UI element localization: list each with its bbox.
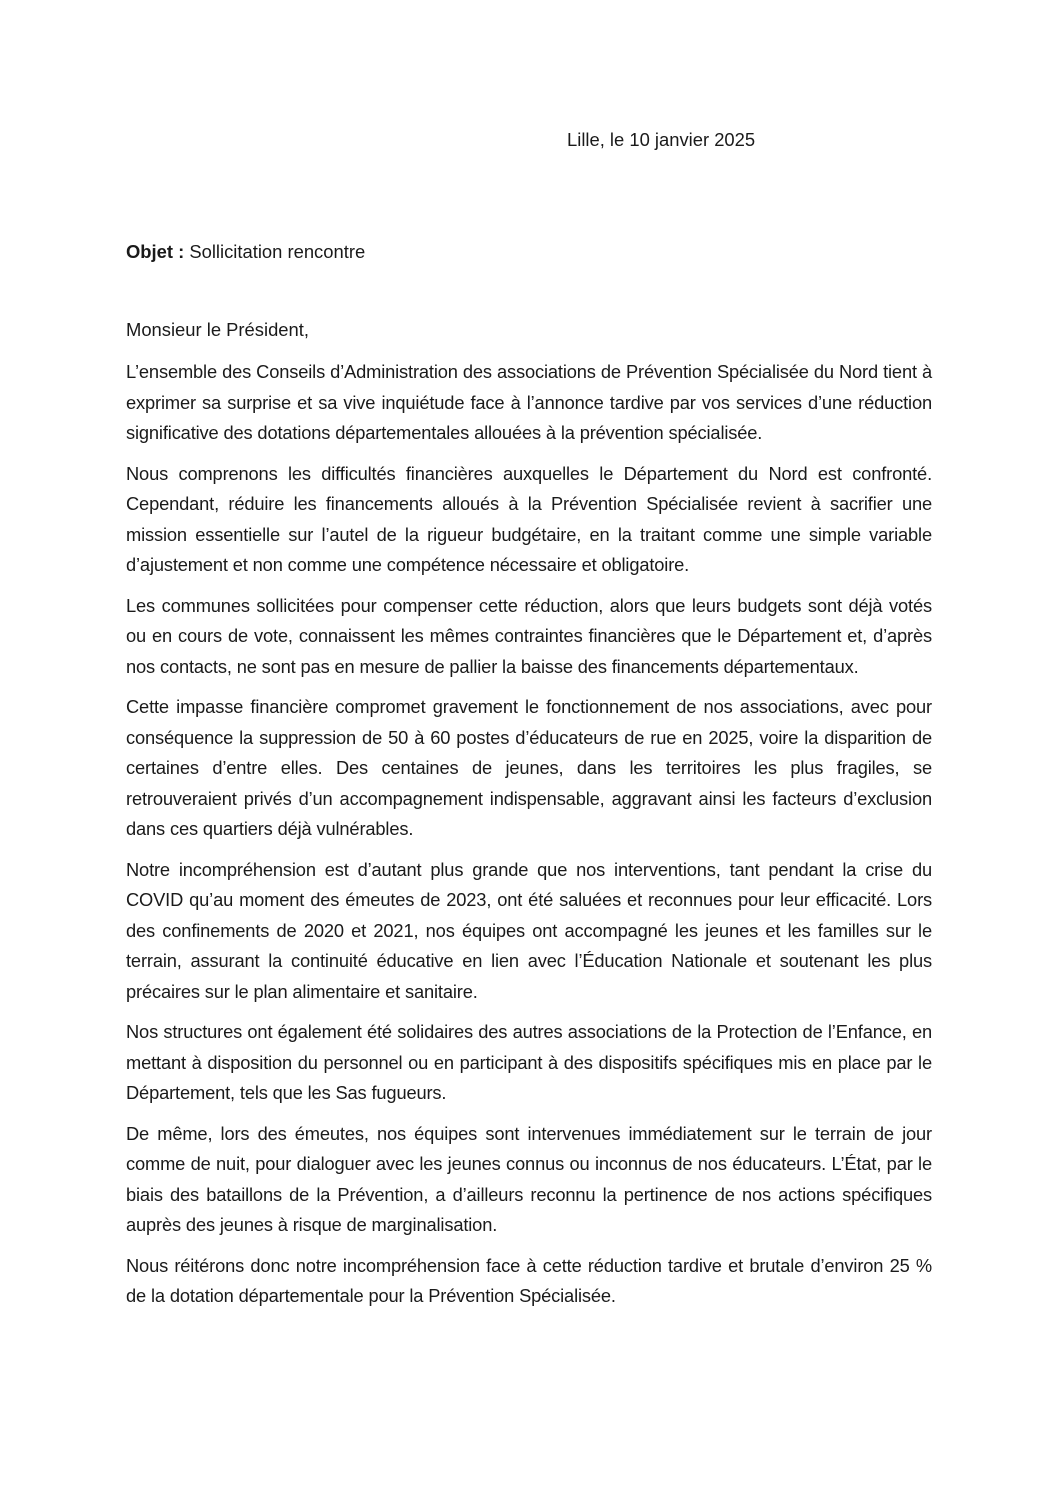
paragraph-5: Notre incompréhension est d’autant plus grande que nos interventions, tant pendant la crise du COVID qu’au moment des émeutes de 2023, ont été saluées et reconnues pour leur efficacité. Lors des confinements de 2020 et 2021, nos équipes ont accompagné les jeunes et les familles sur le terrain, assurant la continuité éducative en lien avec l’Éducation Nationale et soutenant les plus précaires sur le plan alimentaire et sanitaire. xyxy=(126,858,932,1002)
letter-subject xyxy=(126,240,365,264)
subject-text: Sollicitation rencontre xyxy=(184,241,366,262)
paragraph-8: Nous réitérons donc notre incompréhension face à cette réduction tardive et brutale d’environ 25 % de la dotation départementale pour la Prévention Spécialisée. xyxy=(126,1254,932,1306)
paragraph-3: Les communes sollicitées pour compenser cette réduction, alors que leurs budgets sont déjà votés ou en cours de vote, connaissent les mêmes contraintes financières que le Département et, d’après nos contacts, ne sont pas en mesure de pallier la baisse des financements départementaux. xyxy=(126,594,932,677)
paragraph-1: L’ensemble des Conseils d’Administration des associations de Prévention Spécialisée du Nord tient à exprimer sa surprise et sa vive inquiétude face à l’annonce tardive par vos services d’une réduction significative des dotations départementales allouées à la prévention spécialisée. xyxy=(126,361,932,443)
letter-date: Lille, le 10 janvier 2025 xyxy=(567,129,756,150)
paragraph-7: De même, lors des émeutes, nos équipes sont intervenues immédiatement sur le terrain de jour comme de nuit, pour dialoguer avec les jeunes connus ou inconnus de nos éducateurs. L’État, par le biais des bataillons de la Prévention, a d’ailleurs reconnu la pertinence de nos actions spécifiques auprès des jeunes à risque de marginalisation. xyxy=(126,1122,932,1235)
letter-salutation: Monsieur le Président, xyxy=(126,319,309,340)
letter-body xyxy=(126,357,932,1322)
subject-label: Objet : xyxy=(126,241,185,262)
paragraph-4: Cette impasse financière compromet gravement le fonctionnement de nos associations, avec pour conséquence la suppression de 50 à 60 postes d’éducateurs de rue en 2025, voire la disparition de certaines d’entre elles. Des centaines de jeunes, dans les territoires les plus fragiles, se retrouveraient privés d’un accompagnement indispensable, aggravant ainsi les facteurs d’exclusion dans ces quartiers déjà vulnérables. xyxy=(126,696,932,839)
paragraph-2: Nous comprenons les difficultés financières auxquelles le Département du Nord est confronté. Cependant, réduire les financements alloués à la Prévention Spécialisée revient à sacrifier une mission essentielle sur l’autel de la rigueur budgétaire, en la traitant comme une simple variable d’ajustement et non comme une compétence nécessaire et obligatoire. xyxy=(126,462,932,575)
paragraph-6: Nos structures ont également été solidaires des autres associations de la Protection de l’Enfance, en mettant à disposition du personnel ou en participant à des dispositifs spécifiques mis en place par le Département, tels que les Sas fugueurs. xyxy=(126,1021,932,1103)
